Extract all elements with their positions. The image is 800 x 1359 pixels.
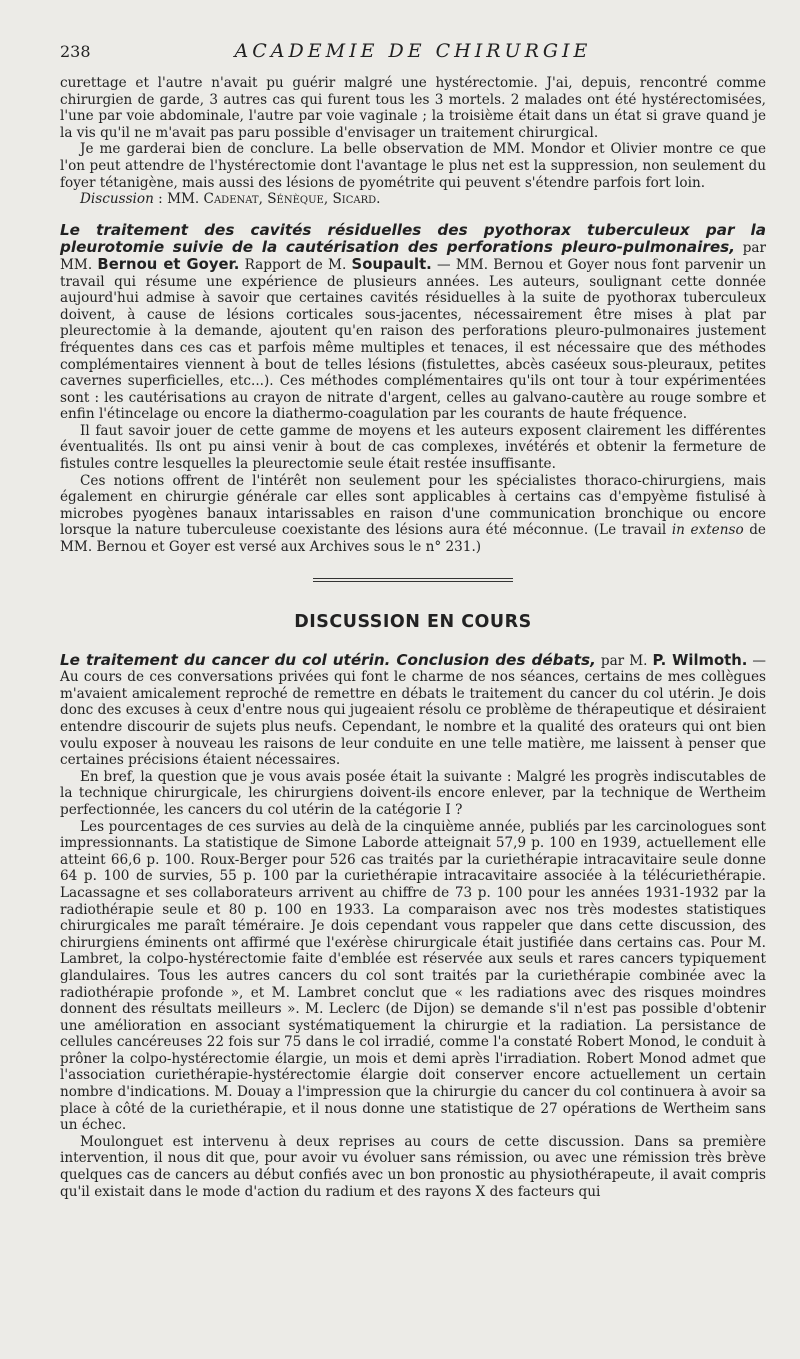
paragraph: Je me garderai bien de conclure. La belle observation de MM. Mondor et Olivier montre ce que l'on peut attendre de l'hystérectomie dont l'avantage le plus net est la suppression, non seulement du foyer tétanigène, mais aussi des lésions de pyométrite qui peuvent s'étendre parfois fort loin. <box>60 141 766 191</box>
article-title: Le traitement des cavités résiduelles des pyothorax tuberculeux par la pleurotomie suivie de la cautérisation des perforations pleuro-pulmonaires, <box>60 220 766 257</box>
paragraph: Il faut savoir jouer de cette gamme de moyens et les auteurs exposent clairement les différentes éventualités. Ils ont pu ainsi venir à bout de cas complexes, invétérés et obtenir la fermeture de fistules contre lesquelles la pleurectomie seule était restée insuffisante. <box>60 422 766 473</box>
by-label: par MM. <box>60 240 767 273</box>
journal-title: ACADEMIE DE CHIRURGIE <box>234 40 592 62</box>
article-lead-paragraph <box>60 222 766 423</box>
paragraph: Moulonguet est intervenu à deux reprises au cours de cette discussion. Dans sa première intervention, il nous dit que, pour avoir vu évoluer sans rémission, ou avec une rémission très brève quelques cas de cancers au début confiés avec un bon pronostic au physiothérapeute, il avait compris qu'il existait dans le mode d'action du radium et des rayons X des facteurs qui <box>60 1133 766 1200</box>
paragraph-text-end: de MM. Bernou et Goyer est versé aux Archives sous le n° 231.) <box>60 522 766 556</box>
discussion-names: MM. Cadenat, Sénèque, Sicard. <box>167 191 381 208</box>
discussion-label: Discussion <box>80 191 154 208</box>
paragraph: En bref, la question que je vous avais posée était la suivante : Malgré les progrès indiscutables de la technique chirurgicale, les chirurgiens doivent-ils encore enlever, par la technique de Wertheim perfectionnée, les cancers du col utérin de la catégorie I ? <box>60 768 766 818</box>
paragraph: Les pourcentages de ces survies au delà de la cinquième année, publiés par les carcinologues sont impressionnants. La statistique de Simone Laborde atteignait 57,9 p. 100 en 1939, actuellement elle atteint 66,6 p. 100. Roux-Berger pour 526 cas traités par la curiethérapie intracavitaire seule donne 64 p. 100 de survies, 55 p. 100 par la curiethérapie intracavitaire associée à la télécuriethérapie. Lacassagne et ses collaborateurs arrivent au chiffre de 73 p. 100 pour les années 1931-1932 par la radiothérapie seule et 80 p. 100 en 1933. La comparaison avec nos très modestes statistiques chirurgicales me paraît téméraire. Je dois cependant vous rappeler que dans cette discussion, des chirurgiens éminents ont affirmé que l'exérèse chirurgicale était justifiée dans certains cas. Pour M. Lambret, la colpo-hystérectomie faite d'emblée est réservée aux seuls et rares cancers typiquement glandulaires. Tous les autres cancers du col sont traités par la curiethérapie combinée avec la radiothérapie profonde », et M. Lambret conclut que « les radiations avec des risques moindres donnent des résultats meilleurs ». M. Leclerc (de Dijon) se demande s'il n'est pas possible d'obtenir une amélioration en associant systématiquement la chirurgie et la radiation. La persistance de cellules cancéreuses 22 fois sur 75 dans le col irradié, comme l'a constaté Robert Monod, le conduit à prôner la colpo-hystérectomie élargie, un mois et demi après l'irradiation. Robert Monod admet que l'association curiethérapie-hystérectomie élargie doit conserver encore actuellement un certain nombre d'indications. M. Douay a l'impression que la chirurgie du cancer du col continuera à avoir sa place à côté de la curiethérapie, et il nous donne une statistique de 27 opérations de Wertheim sans un échec. <box>60 818 766 1134</box>
paragraph <box>60 473 766 556</box>
section-divider <box>313 578 513 582</box>
running-head <box>60 40 766 67</box>
italic-phrase: in extenso <box>671 522 744 539</box>
previous-article-ending <box>60 75 766 208</box>
reporter-name: Soupault. <box>351 255 432 273</box>
article-authors: Bernou et Goyer. <box>97 255 240 273</box>
article-pyothorax <box>60 222 766 556</box>
article-lead-paragraph <box>60 652 766 769</box>
article-intro-text: — MM. Bernou et Goyer nous font parvenir un travail qui résume une expérience de plusieurs années. Les auteurs, soulignant cette donnée aujourd'hui admise à savoir que certaines cavités résiduelles à la suite de pyothorax tuberculeux doivent, à cause de lésions corticales sous-jacentes, nécessairement être mises à plat par pleurectomie à la demande, ajoutent qu'en raison des perforations pleuro-pulmonaires justement fréquentes dans ces cas et parfois même multiples et tenaces, il est nécessaire que des méthodes complémentaires viennent à bout de telles lésions (fistulettes, abcès caséeux sous-pleuraux, petites cavernes superficielles, etc...). Ces méthodes complémentaires qu'ils ont tour à tour expérimentées sont : les cautérisations au crayon de nitrate d'argent, celles au galvano-cautère au rouge sombre et enfin l'étincelage ou encore la diathermo-coagulation par les courants de haute fréquence. <box>60 256 766 423</box>
paragraph: curettage et l'autre n'avait pu guérir malgré une hystérectomie. J'ai, depuis, rencontré comme chirurgien de garde, 3 autres cas qui furent tous les 3 mortels. 2 malades ont été hystérectomisées, l'une par voie abdominale, l'autre par voie vaginale ; la troisième était dans un état si grave quand je la vis qu'il ne m'avait pas paru possible d'envisager un traitement chirurgical. <box>60 75 766 141</box>
report-label: Rapport de M. <box>244 256 347 273</box>
page-number: 238 <box>60 42 91 61</box>
section-heading: DISCUSSION EN COURS <box>294 611 532 632</box>
paragraph-text: Ces notions offrent de l'intérêt non seulement pour les spécialistes thoraco-chirurgiens, mais également en chirurgie générale car elles sont applicables à certains cas d'empyème fistulisé à microbes pyogènes banaux intarissables en raison d'une communication bronchique ou encore lorsque la nature tuberculeuse coexistante des lésions aura été méconnue. (Le travail <box>60 472 766 539</box>
article-title: Le traitement du cancer du col utérin. Conclusion des débats, <box>60 650 596 669</box>
discussion-line: Discussion : MM. Cadenat, Sénèque, Sicard. <box>80 191 381 208</box>
article-intro-text: — Au cours de ces conversations privées qui font le charme de nos séances, certains de mes collègues m'avaient amicalement reproché de remettre en débats le traitement du cancer du col utérin. Je dois donc des excuses à ceux d'entre nous qui jugeaient résolu ce problème de thérapeutique et désiraient entendre discourir de sujets plus neufs. Cependant, le nombre et la qualité des orateurs qui ont bien voulu exposer à nouveau les raisons de leur conduite en une telle matière, me laissent à penser que certaines précisions étaient nécessaires. <box>60 652 766 769</box>
by-label: par M. <box>600 652 648 669</box>
article-cancer-col-uterin <box>60 652 766 1201</box>
article-author: P. Wilmoth. <box>652 651 748 669</box>
